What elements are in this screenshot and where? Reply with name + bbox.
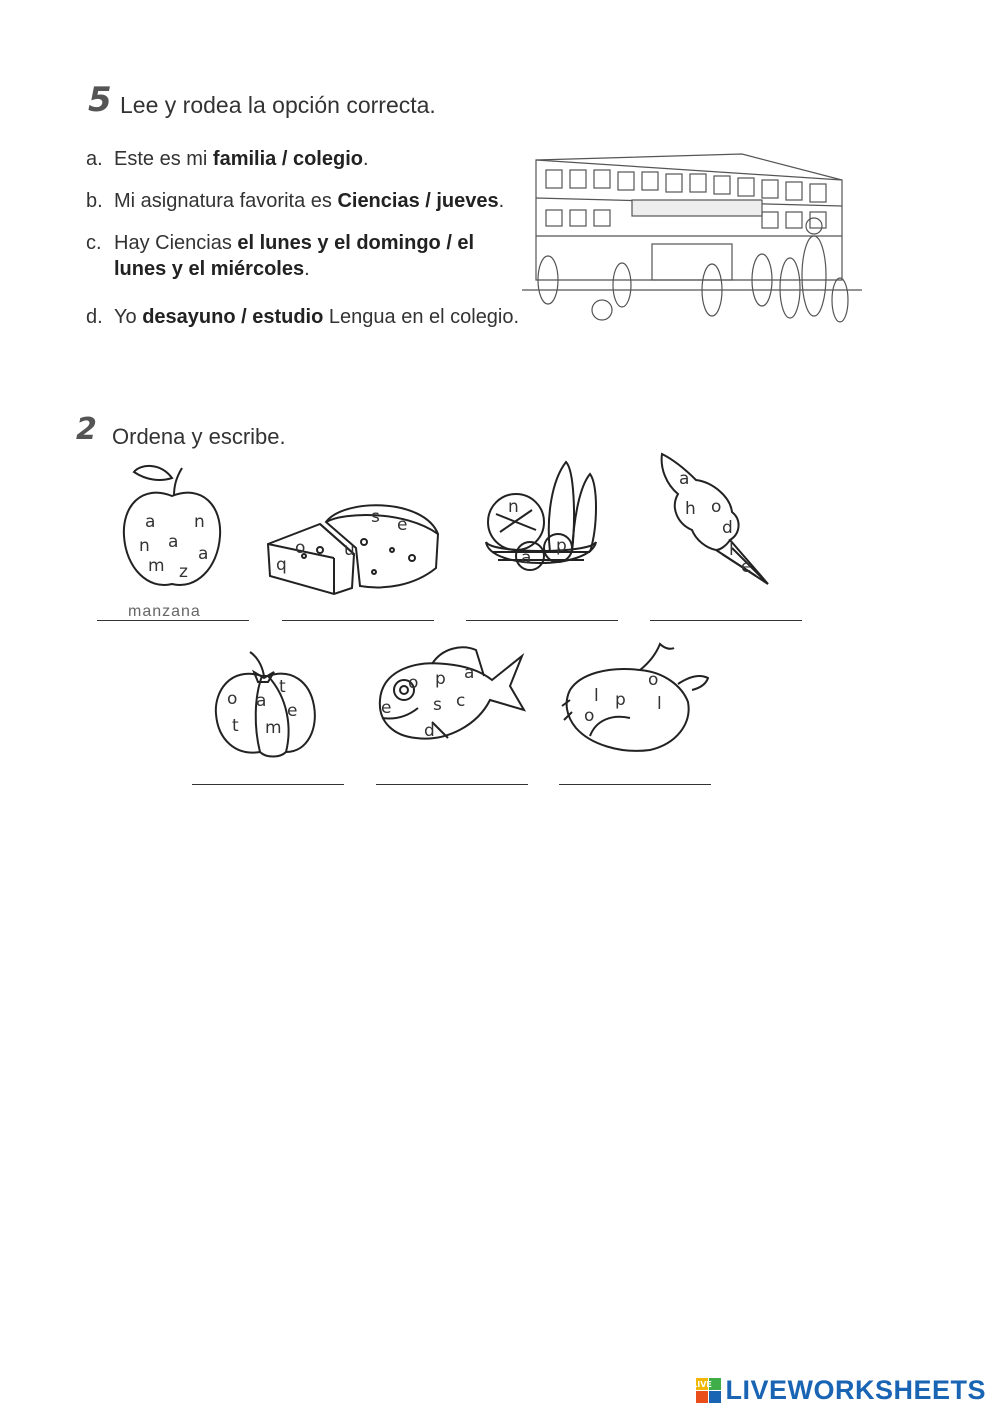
liveworksheets-logo: [692, 1375, 986, 1406]
logo-mark-icon: [692, 1378, 722, 1404]
school-illustration: [522, 140, 862, 340]
answer-line-fish: [376, 784, 528, 785]
exercise5-item-d: d. Yo desayuno / estudio Lengua en el colegio.: [86, 306, 520, 328]
answer-line-chicken: [559, 784, 711, 785]
answer-line-bread: [466, 620, 618, 621]
option-pair-line2[interactable]: lunes y el miércoles: [114, 258, 305, 280]
answer-input-icecream[interactable]: [652, 598, 804, 618]
fish-icon: [372, 638, 526, 752]
answer-line-tomato: [192, 784, 344, 785]
ice-cream-icon: [656, 450, 772, 590]
answer-input-cheese[interactable]: [284, 598, 436, 618]
roast-chicken-icon: [560, 640, 714, 758]
option-pair[interactable]: Ciencias / jueves: [337, 190, 499, 212]
answer-line-icecream: [650, 620, 802, 621]
option-pair[interactable]: desayuno / estudio: [142, 306, 324, 328]
bread-basket-icon: [478, 456, 604, 584]
exercise5-title: Lee y rodea la opción correcta.: [120, 92, 436, 118]
answer-input-fish[interactable]: [378, 762, 530, 782]
logo-text: LIVEWORKSHEETS: [725, 1375, 986, 1405]
option-pair[interactable]: familia / colegio: [212, 148, 363, 170]
answer-input-tomato[interactable]: [194, 762, 346, 782]
exercise2-number: 2: [76, 412, 97, 447]
answer-input-chicken[interactable]: [561, 762, 713, 782]
exercise5-item-a: a. Este es mi familia / colegio.: [86, 148, 369, 170]
exercise5-number: 5: [88, 80, 112, 120]
apple-icon: [112, 456, 232, 596]
svg-text:LIVE: LIVE: [692, 1379, 713, 1389]
answer-input-bread[interactable]: [468, 598, 620, 618]
exercise2-title: Ordena y escribe.: [112, 424, 286, 449]
exercise5-item-b: b. Mi asignatura favorita es Ciencias / jueves.: [86, 190, 505, 212]
option-pair[interactable]: el lunes y el domingo / el: [237, 232, 475, 254]
exercise5-item-c: c. Hay Ciencias el lunes y el domingo / el lunes y el miércoles.: [86, 232, 475, 280]
answer-line-cheese: [282, 620, 434, 621]
example-answer: manzana: [128, 603, 201, 620]
